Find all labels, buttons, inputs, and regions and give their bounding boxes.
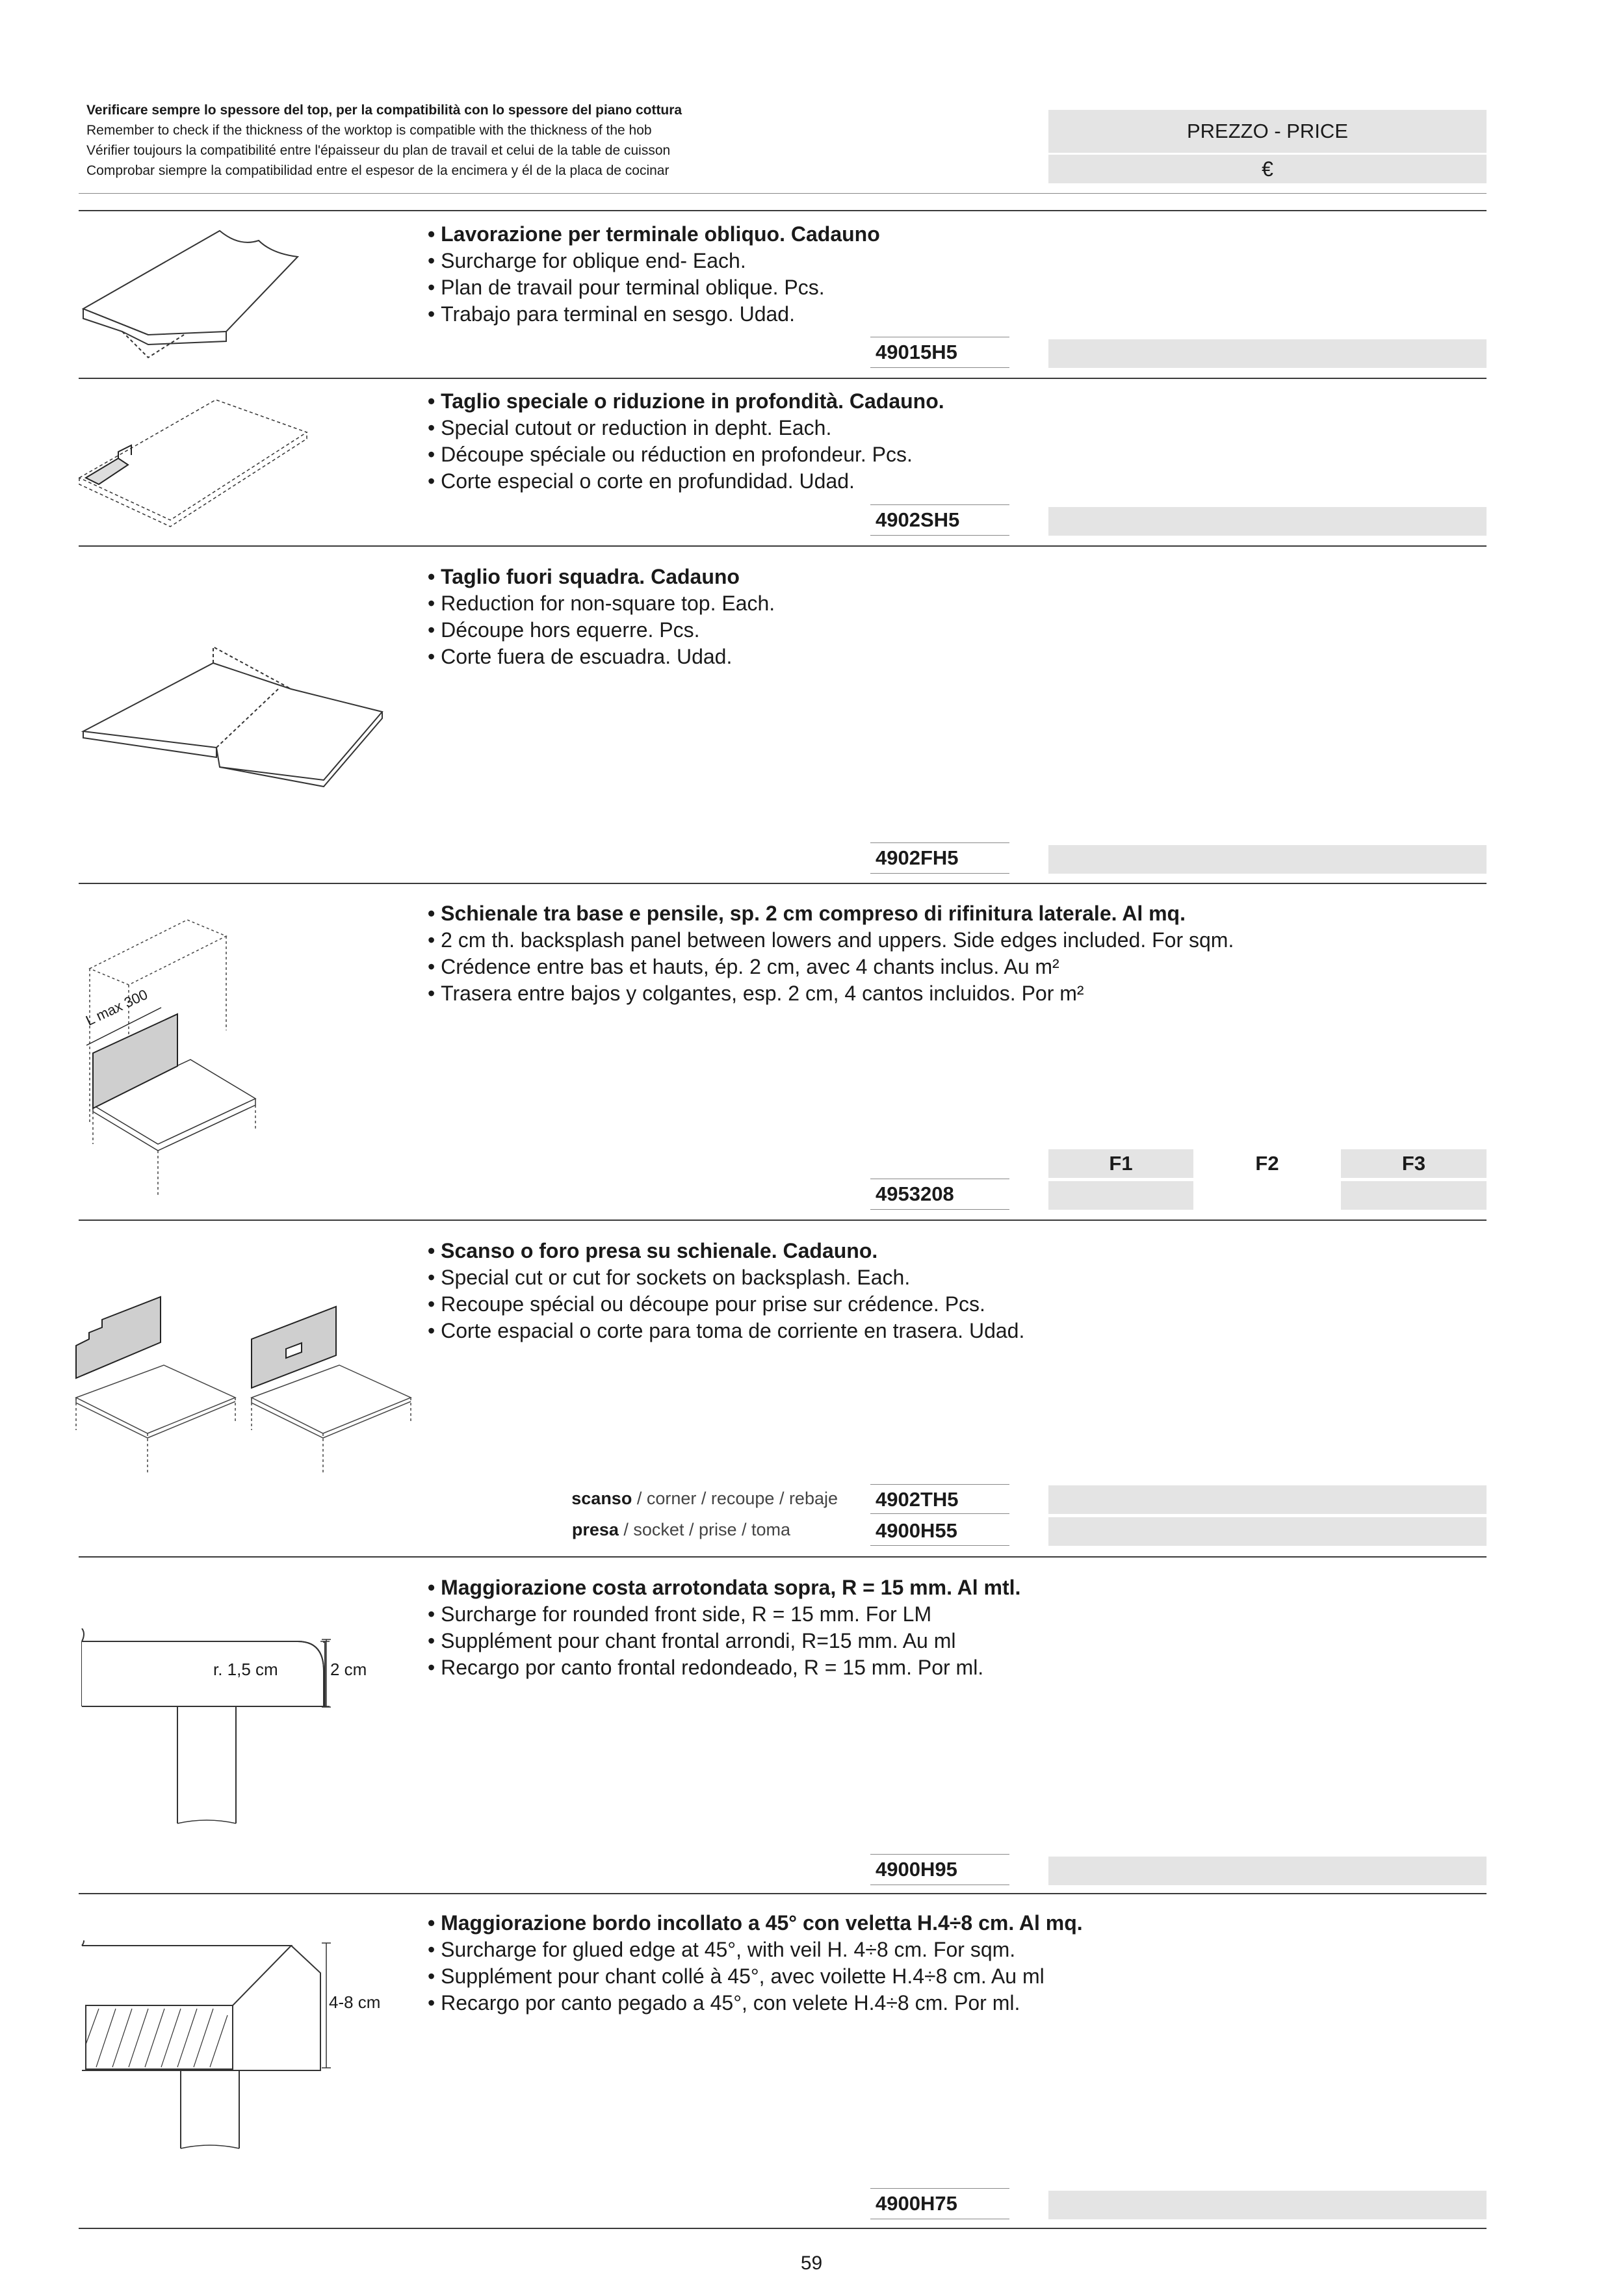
item-text-fr: • Supplément pour chant frontal arrondi, R=15 mm. Au ml [428, 1628, 1020, 1654]
backsplash-corner-cut-drawing [73, 1294, 424, 1476]
item-description [428, 388, 944, 495]
item-code: 4902SH5 [870, 504, 1009, 536]
special-cutout-drawing [73, 393, 320, 530]
sub-option-socket-bold: presa [571, 1520, 619, 1539]
item-description [428, 1910, 1083, 2016]
currency-header [1048, 155, 1487, 183]
price-cell [1048, 339, 1487, 368]
item-description [428, 1238, 1024, 1344]
price-cell [1048, 845, 1487, 874]
item-description [428, 221, 880, 328]
item-text-en: • Surcharge for rounded front side, R = 15 mm. For LM [428, 1601, 1020, 1628]
sub-option-corner-bold: scanso [571, 1489, 632, 1508]
divider [79, 1893, 1487, 1894]
price-cell [1048, 1857, 1487, 1885]
divider [79, 1220, 1487, 1221]
header-note-es: Comprobar siempre la compatibilidad entre el espesor de la encimera y él de la placa de cocinar [86, 163, 669, 178]
item-title-it: • Taglio fuori squadra. Cadauno [428, 564, 775, 590]
price-cell [1048, 2191, 1487, 2219]
page-number: 59 [800, 2252, 823, 2274]
item-text-en: • Special cut or cut for sockets on backsplash. Each. [428, 1264, 1024, 1291]
max-length-text: L max 300 [83, 985, 150, 1029]
divider [79, 378, 1487, 379]
price-cell-socket [1048, 1517, 1487, 1546]
sub-option-socket-rest: / socket / prise / toma [618, 1520, 790, 1539]
thickness-label: 2 cm [330, 1660, 367, 1679]
item-text-fr: • Découpe spéciale ou réduction en profondeur. Pcs. [428, 441, 944, 468]
oblique-end-worktop-drawing [77, 221, 324, 367]
item-code: 4900H95 [870, 1854, 1009, 1885]
item-text-es: • Trabajo para terminal en sesgo. Udad. [428, 301, 880, 328]
divider [79, 193, 1487, 194]
item-text-fr: • Découpe hors equerre. Pcs. [428, 617, 775, 644]
item-code-socket: 4900H55 [870, 1516, 1009, 1546]
item-text-en: • 2 cm th. backsplash panel between lowers and uppers. Side edges included. For sqm. [428, 927, 1234, 954]
item-description [428, 564, 775, 670]
backsplash-panel-drawing [77, 910, 272, 1196]
height-label: 4-8 cm [329, 1992, 381, 2012]
item-text-es: • Recargo por canto pegado a 45°, con velete H.4÷8 cm. Por ml. [428, 1990, 1083, 2016]
item-title-it: • Schienale tra base e pensile, sp. 2 cm compreso di rifinitura laterale. Al mq. [428, 900, 1234, 927]
item-description [428, 1574, 1020, 1681]
item-text-en: • Reduction for non-square top. Each. [428, 590, 775, 617]
item-text-fr: • Recoupe spécial ou découpe pour prise sur crédence. Pcs. [428, 1291, 1024, 1318]
item-code-corner: 4902TH5 [870, 1484, 1009, 1514]
finish-f2-header: F2 [1255, 1152, 1279, 1175]
price-label: PREZZO - PRICE [1186, 120, 1348, 142]
item-text-en: • Surcharge for glued edge at 45°, with veil H. 4÷8 cm. For sqm. [428, 1937, 1083, 1963]
item-text-fr: • Supplément pour chant collé à 45°, avec voilette H.4÷8 cm. Au ml [428, 1963, 1083, 1990]
sub-option-socket [572, 1520, 790, 1540]
price-cell [1048, 507, 1487, 536]
item-description [428, 900, 1234, 1007]
price-header [1048, 110, 1487, 153]
non-square-top-drawing [77, 640, 395, 790]
item-text-es: • Corte espacial o corte para toma de corriente en trasera. Udad. [428, 1318, 1024, 1344]
item-title-it: • Maggiorazione costa arrotondata sopra, R = 15 mm. Al mtl. [428, 1574, 1020, 1601]
item-text-en: • Surcharge for oblique end- Each. [428, 248, 880, 274]
divider [79, 2228, 1487, 2229]
finish-f1-header: F1 [1048, 1149, 1193, 1178]
price-cell-f1 [1048, 1181, 1193, 1210]
header-note-fr: Vérifier toujours la compatibilité entre l'épaisseur du plan de travail et celui de la table de cuisson [86, 143, 671, 158]
item-code: 4900H75 [870, 2188, 1009, 2219]
item-text-es: • Trasera entre bajos y colgantes, esp. 2 cm, 4 cantos incluidos. Por m² [428, 980, 1234, 1007]
header-note-en: Remember to check if the thickness of the worktop is compatible with the thickness of the hob [86, 123, 652, 138]
price-cell-f3 [1341, 1181, 1487, 1210]
item-text-es: • Corte fuera de escuadra. Udad. [428, 644, 775, 670]
divider [79, 210, 1487, 211]
item-title-it: • Lavorazione per terminale obliquo. Cadauno [428, 221, 880, 248]
item-code: 49015H5 [870, 337, 1009, 368]
sub-option-corner [571, 1489, 838, 1509]
item-code: 4902FH5 [870, 842, 1009, 874]
header-note-it: Verificare sempre lo spessore del top, per la compatibilità con lo spessore del piano cottura [86, 103, 682, 118]
item-title-it: • Maggiorazione bordo incollato a 45° con veletta H.4÷8 cm. Al mq. [428, 1910, 1083, 1937]
sub-option-corner-rest: / corner / recoupe / rebaje [632, 1489, 838, 1508]
item-text-fr: • Crédence entre bas et hauts, ép. 2 cm, avec 4 chants inclus. Au m² [428, 954, 1234, 980]
item-title-it: • Taglio speciale o riduzione in profondità. Cadauno. [428, 388, 944, 415]
item-text-es: • Recargo por canto frontal redondeado, R = 15 mm. Por ml. [428, 1654, 1020, 1681]
item-text-es: • Corte especial o corte en profundidad. Udad. [428, 468, 944, 495]
item-text-fr: • Plan de travail pour terminal oblique. Pcs. [428, 274, 880, 301]
finish-f3-header: F3 [1341, 1149, 1487, 1178]
divider [79, 545, 1487, 547]
divider [79, 1556, 1487, 1558]
header-notes [86, 100, 682, 181]
radius-label: r. 1,5 cm [213, 1660, 278, 1679]
currency-label: € [1262, 157, 1273, 181]
divider [79, 883, 1487, 884]
price-cell-corner [1048, 1485, 1487, 1514]
mitred-edge-profile-drawing [77, 1940, 337, 2155]
item-code: 4953208 [870, 1179, 1009, 1210]
item-text-en: • Special cutout or reduction in depht. Each. [428, 415, 944, 441]
item-title-it: • Scanso o foro presa su schienale. Cadauno. [428, 1238, 1024, 1264]
